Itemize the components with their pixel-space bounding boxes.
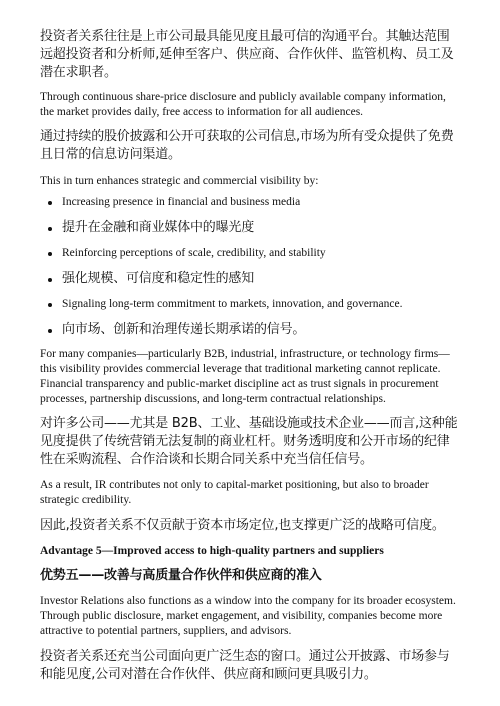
paragraph-share-price-disclosure-zh: 通过持续的股价披露和公开可获取的公司信息,市场为所有受众提供了免费且日常的信息访问渠道。 xyxy=(40,129,454,162)
bullet-dot xyxy=(48,227,52,231)
visibility-bullet-list xyxy=(40,195,460,339)
paragraph-strategic-credibility-zh: 因此,投资者关系不仅贡献于资本市场定位,也支撑更广泛的战略可信度。 xyxy=(40,518,445,533)
paragraph-ecosystem-window-en: Investor Relations also functions as a window into the company for its broader ecosystem. Through public disclosure, market engagement, and visibility, companies become more attractive to potential partners, suppliers, and advisors. xyxy=(40,595,456,637)
bullet-text: Increasing presence in financial and business media xyxy=(62,196,301,208)
heading-advantage-5-zh: 优势五——改善与高质量合作伙伴和供应商的准入 xyxy=(40,568,322,583)
bullet-text: 提升在金融和商业媒体中的曝光度 xyxy=(62,220,255,235)
bullet-item xyxy=(40,246,460,261)
paragraph-strategic-credibility-en: As a result, IR contributes not only to capital-market positioning, but also to broader strategic credibility. xyxy=(40,479,429,506)
bullet-item xyxy=(40,195,460,210)
heading-advantage-5-en: Advantage 5—Improved access to high-quality partners and suppliers xyxy=(40,545,384,557)
paragraph-ecosystem-window-zh: 投资者关系还充当公司面向更广泛生态的窗口。通过公开披露、市场参与和能见度,公司对潜在合作伙伴、供应商和顾问更具吸引力。 xyxy=(40,649,450,682)
bullet-item xyxy=(40,297,460,312)
bullet-dot xyxy=(48,329,52,333)
bullet-text: 向市场、创新和治理传递长期承诺的信号。 xyxy=(62,322,306,337)
paragraph-share-price-disclosure-en: Through continuous share-price disclosure and publicly available company information, the market provides daily, free access to information for all audiences. xyxy=(40,91,446,118)
bullet-item xyxy=(40,219,460,237)
bullet-item xyxy=(40,321,460,339)
bullet-dot xyxy=(48,252,52,256)
paragraph-ir-visibility-zh: 投资者关系往往是上市公司最具能见度且最可信的沟通平台。其触达范围远超投资者和分析师,延伸至客户、供应商、合作伙伴、监管机构、员工及潜在求职者。 xyxy=(40,29,454,80)
bullet-text: Signaling long-term commitment to markets, innovation, and governance. xyxy=(62,298,403,310)
bullet-dot xyxy=(48,303,52,307)
bullet-dot xyxy=(48,201,52,205)
bullet-text: Reinforcing perceptions of scale, credibility, and stability xyxy=(62,247,326,259)
bullet-item xyxy=(40,270,460,288)
paragraph-visibility-intro-en: This in turn enhances strategic and commercial visibility by: xyxy=(40,175,319,187)
paragraph-commercial-leverage-zh: 对许多公司——尤其是 B2B、工业、基础设施或技术企业——而言,这种能见度提供了传统营销无法复制的商业杠杆。财务透明度和公开市场的纪律性在采购流程、合作洽谈和长期合同关系中充当信任信号。 xyxy=(40,416,458,467)
bullet-dot xyxy=(48,278,52,282)
bullet-text: 强化规模、可信度和稳定性的感知 xyxy=(62,271,255,286)
paragraph-commercial-leverage-en: For many companies—particularly B2B, industrial, infrastructure, or technology firms—this visibility provides commercial leverage that traditional marketing cannot replicate. Financial transparency and public-market discipline act as trust signals in procurement processes, partnership discussions, and long-term contractual relationships. xyxy=(40,348,450,405)
